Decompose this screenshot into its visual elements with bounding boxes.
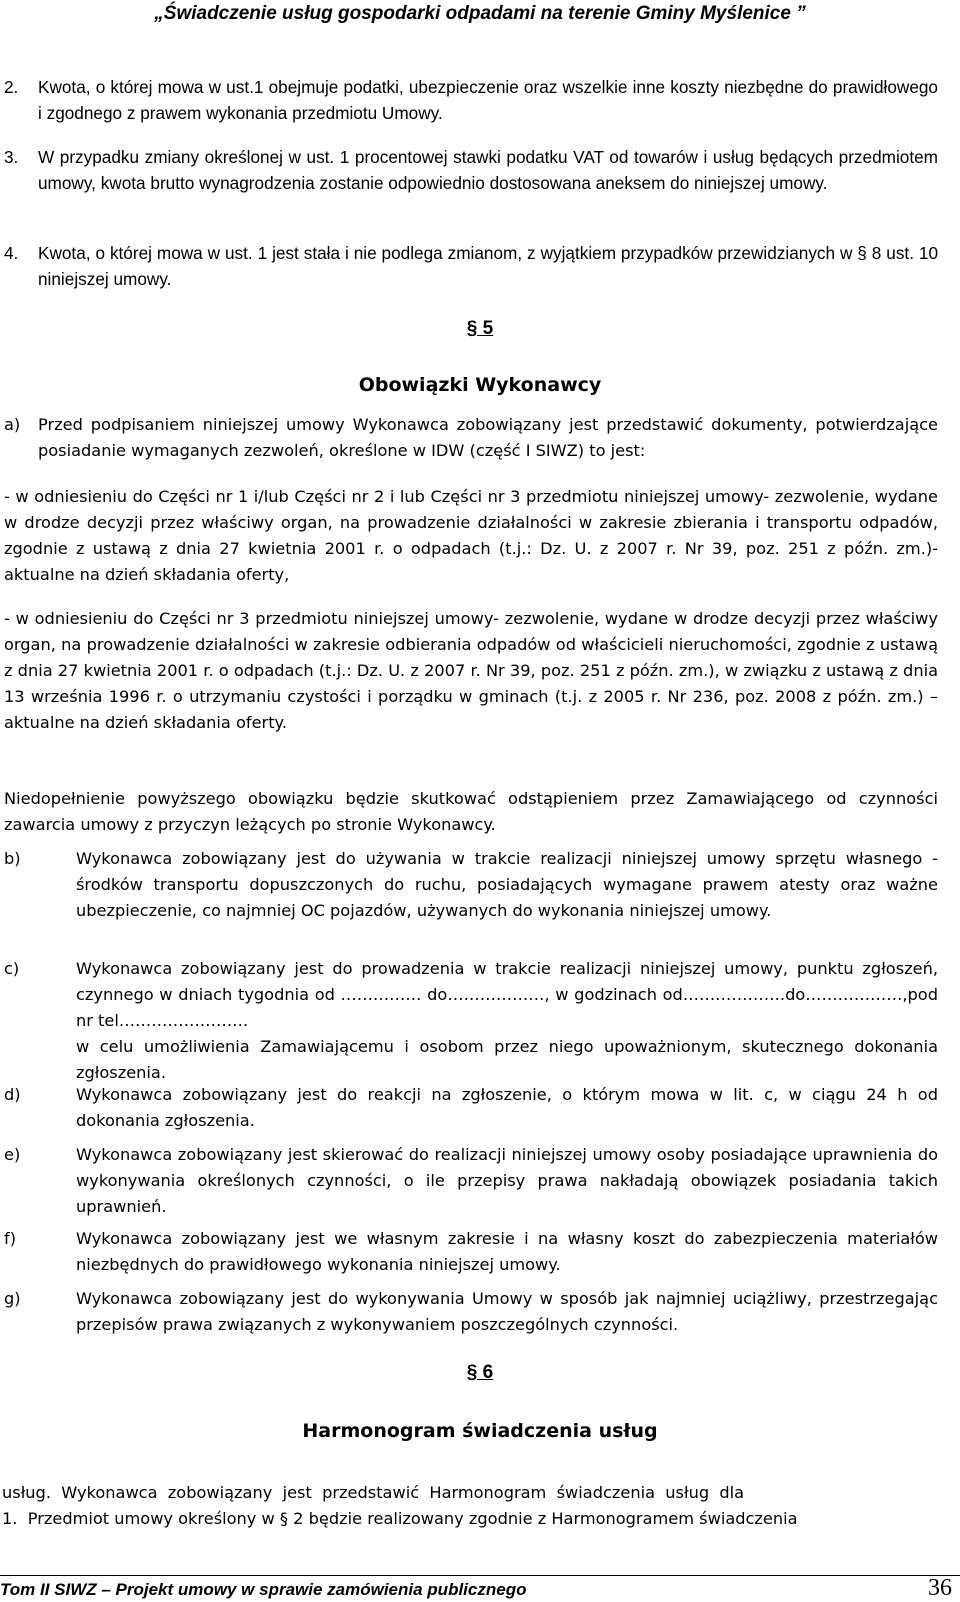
item-label: e) (4, 1145, 21, 1164)
item-text-line-2: w celu umożliwienia Zamawiającemu i osobom przez niego upoważnionym, skutecznego dokonania zgłoszenia. (76, 1037, 938, 1082)
footer-text: Tom II SIWZ – Projekt umowy w sprawie zamówienia publicznego (0, 1580, 527, 1599)
item-label: d) (4, 1085, 21, 1104)
document-header: „Świadczenie usług gospodarki odpadami na terenie Gminy Myślenice ” (154, 3, 806, 24)
section-5-title: Obowiązki Wykonawcy (358, 374, 602, 396)
item-label: g) (4, 1289, 21, 1308)
item-text: W przypadku zmiany określonej w ust. 1 procentowej stawki podatku VAT od towarów i usług będących przedmiotem umowy, kwota brutto wynagrodzenia zostanie odpowiednio dostosowana aneksem do niniejszej umowy. (38, 147, 938, 193)
item-text-line-1: Wykonawca zobowiązany jest do prowadzenia w trakcie realizacji niniejszej umowy, punktu zgłoszeń, czynnego w dniach tygodnia od …………… do………………, w godzinach od……………….do………………,pod nr tel…………………… (76, 959, 938, 1030)
section-6-sign: § 6 (466, 1362, 494, 1383)
item-label: b) (4, 849, 21, 868)
item-text: Wykonawca zobowiązany jest skierować do realizacji niniejszej umowy osoby posiadające uprawnienia do wykonywania określonych czynności, o ile przepisy prawa nakładają obowiązek posiadania takich uprawnień. (76, 1145, 938, 1216)
item-label: c) (4, 959, 20, 978)
section-6-title: Harmonogram świadczenia usług (302, 1420, 658, 1442)
item-text (76, 956, 938, 1086)
section-5-sign: § 5 (466, 318, 494, 339)
item-label: f) (4, 1229, 17, 1248)
paragraph-line-1: 1. Przedmiot umowy określony w § 2 będzie realizowany zgodnie z Harmonogramem świadczenia (2, 1509, 798, 1528)
item-text: Wykonawca zobowiązany jest do używania w trakcie realizacji niniejszej umowy sprzętu własnego - środków transportu dopuszczonych do ruchu, posiadających wymagane prawem atesty oraz ważne ubezpieczenie, co najmniej OC pojazdów, używanych do wykonania niniejszej umowy. (76, 849, 938, 920)
item-label: a) (4, 415, 21, 434)
note-text: Niedopełnienie powyższego obowiązku będzie skutkować odstąpieniem przez Zamawiającego od czynności zawarcia umowy z przyczyn leżących po stronie Wykonawcy. (4, 789, 938, 834)
dash-text: - w odniesieniu do Części nr 1 i/lub Części nr 2 i lub Części nr 3 przedmiotu niniejszej umowy- zezwolenie, wydane w drodze decyzji przez właściwy organ, na prowadzenie działalności w zakresie zbierania i transportu odpadów, zgodnie z ustawą z dnia 27 kwietnia 2001 r. o odpadach (t.j.: Dz. U. z 2007 r. Nr 39, poz. 251 z późn. zm.)- aktualne na dzień składania oferty, (4, 487, 938, 584)
page-number: 36 (928, 1575, 952, 1601)
item-text: Kwota, o której mowa w ust. 1 jest stała i nie podlega zmianom, z wyjątkiem przypadków przewidzianych w § 8 ust. 10 niniejszej umowy. (38, 243, 938, 289)
item-number: 4. (4, 243, 19, 263)
item-number: 3. (4, 147, 19, 167)
section-6-paragraph-1 (0, 1454, 960, 1532)
item-number: 2. (4, 77, 19, 97)
item-text: Przed podpisaniem niniejszej umowy Wykonawca zobowiązany jest przedstawić dokumenty, potwierdzające posiadanie wymaganych zezwoleń, określone w IDW (część I SIWZ) to jest: (38, 415, 938, 460)
footer-divider (0, 1575, 960, 1576)
item-text: Wykonawca zobowiązany jest do wykonywania Umowy w sposób jak najmniej uciążliwy, przestrzegając przepisów prawa związanych z wykonywaniem poszczególnych czynności. (76, 1289, 938, 1334)
dash-text: - w odniesieniu do Części nr 3 przedmiotu niniejszej umowy- zezwolenie, wydane w drodze decyzji przez właściwy organ, na prowadzenie działalności w zakresie odbierania odpadów od właścicieli nieruchomości, zgodnie z ustawą z dnia 27 kwietnia 2001 r. o odpadach (t.j.: Dz. U. z 2007 r. Nr 39, poz. 251 z późn. zm.), w związku z ustawą z dnia 13 września 1996 r. o utrzymaniu czystości i porządku w gminach (t.j. z 2005 r. Nr 236, poz. 2008 z późn. zm.) – aktualne na dzień składania oferty. (4, 609, 938, 732)
item-text: Wykonawca zobowiązany jest do reakcji na zgłoszenie, o którym mowa w lit. c, w ciągu 24 h od dokonania zgłoszenia. (76, 1085, 938, 1130)
paragraph-line-2: usług. Wykonawca zobowiązany jest przedstawić Harmonogram świadczenia usług dla (2, 1483, 745, 1502)
item-text: Kwota, o której mowa w ust.1 obejmuje podatki, ubezpieczenie oraz wszelkie inne koszty niezbędne do prawidłowego i zgodnego z prawem wykonania przedmiotu Umowy. (38, 77, 938, 123)
item-text: Wykonawca zobowiązany jest we własnym zakresie i na własny koszt do zabezpieczenia materiałów niezbędnych do prawidłowego wykonania niniejszej umowy. (76, 1229, 938, 1274)
